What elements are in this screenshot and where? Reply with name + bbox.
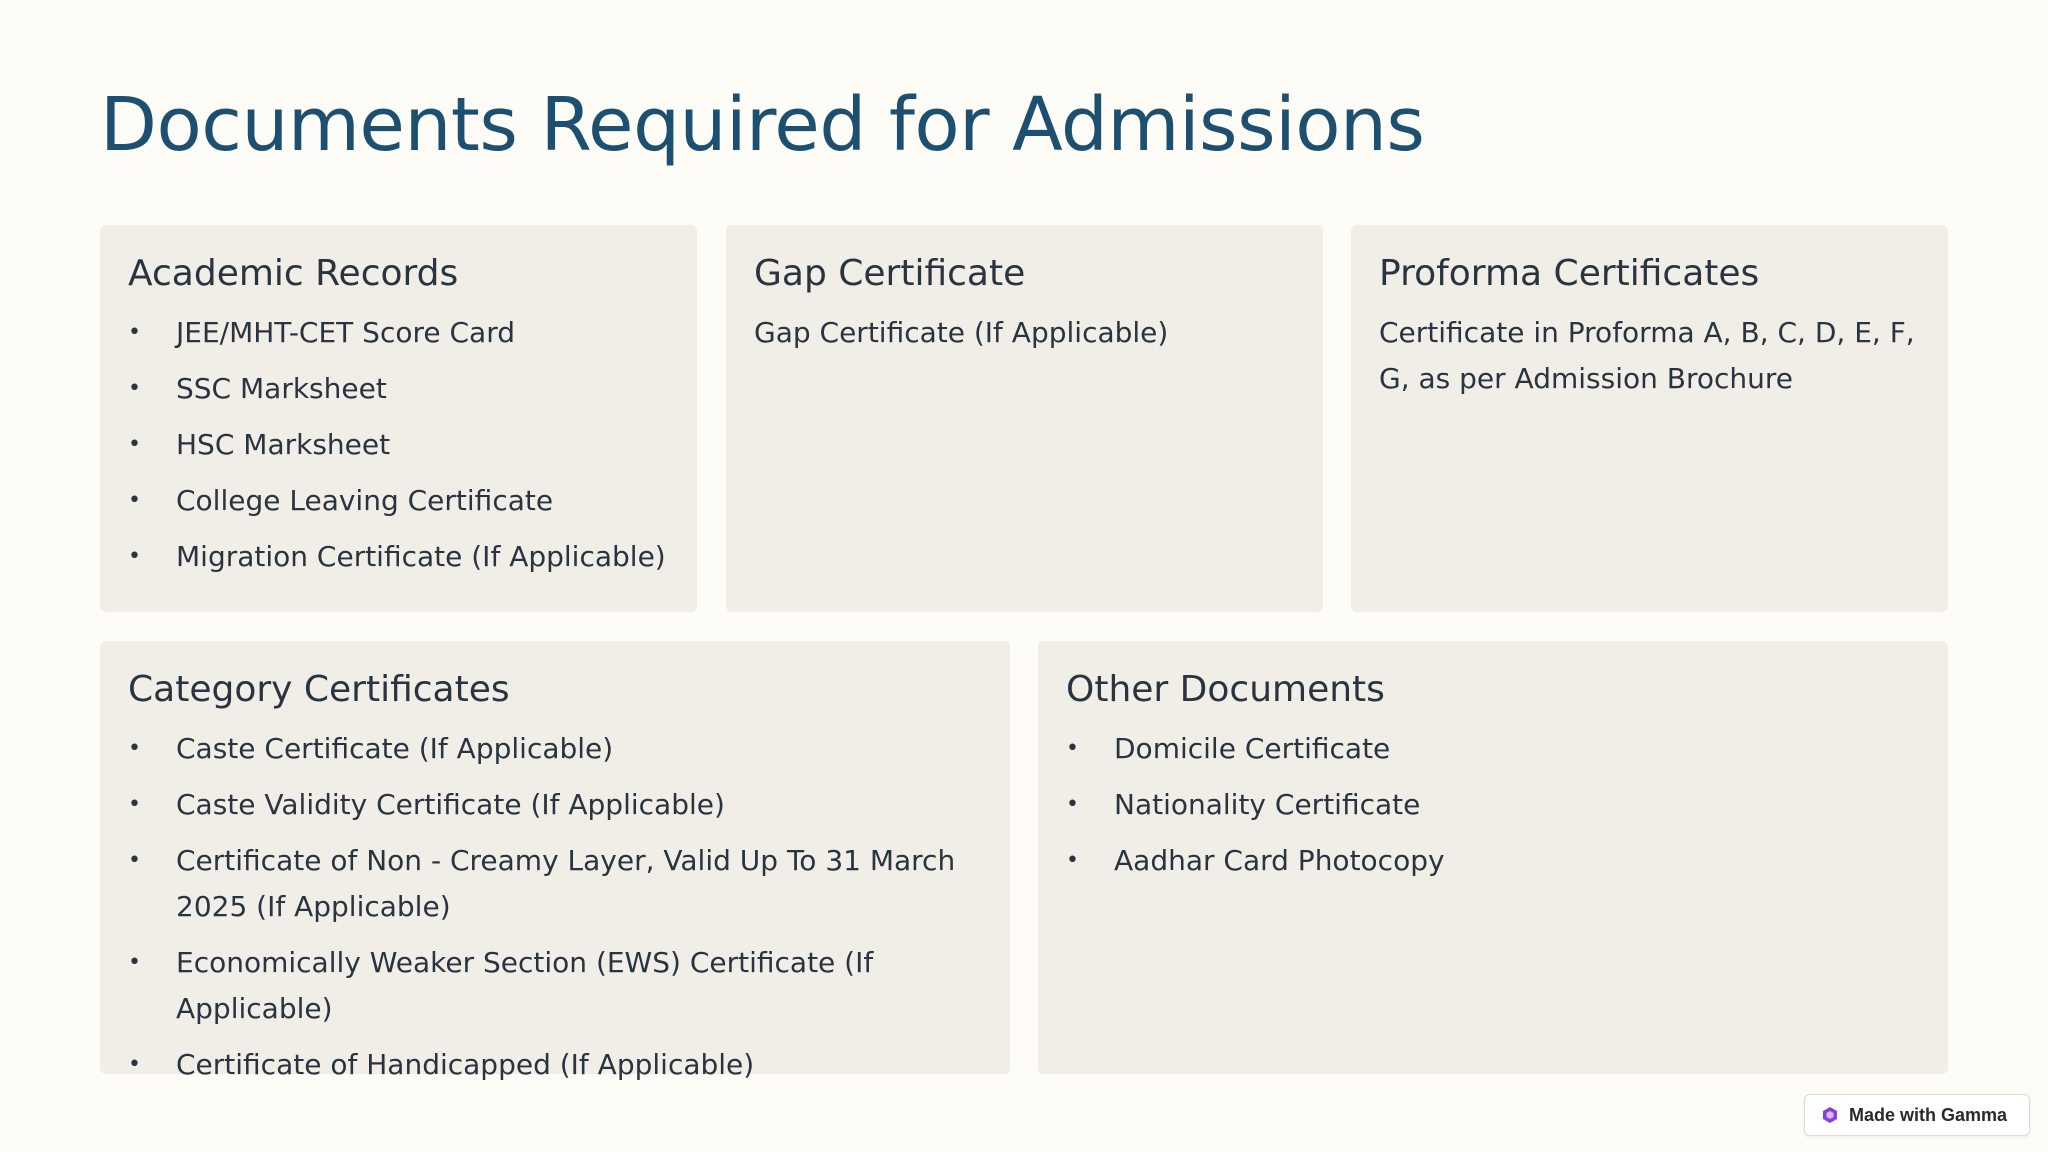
list-item: • Domicile Certificate: [1066, 726, 1920, 772]
bullet-icon: •: [128, 950, 141, 975]
page-title: Documents Required for Admissions: [100, 82, 1425, 168]
proforma-certificates-title: Proforma Certificates: [1379, 253, 1760, 294]
other-documents-card: [1038, 641, 1948, 1074]
bullet-icon: •: [1066, 792, 1079, 817]
proforma-certificates-card: [1351, 225, 1948, 612]
bullet-icon: •: [1066, 848, 1079, 873]
academic-records-card: [100, 225, 697, 612]
list-item: • Caste Certificate (If Applicable): [128, 726, 982, 772]
bullet-icon: •: [128, 488, 141, 513]
list-item: • JEE/MHT-CET Score Card: [128, 310, 669, 356]
gap-certificate-card: [726, 225, 1323, 612]
bullet-icon: •: [128, 544, 141, 569]
bullet-icon: •: [128, 848, 141, 873]
gap-certificate-title: Gap Certificate: [754, 253, 1026, 294]
bullet-icon: •: [128, 736, 141, 761]
bullet-icon: •: [128, 432, 141, 457]
list-item: • SSC Marksheet: [128, 366, 669, 412]
category-certificates-list: [128, 726, 982, 1088]
list-item: • Certificate of Handicapped (If Applicable): [128, 1042, 982, 1088]
list-item: • Aadhar Card Photocopy: [1066, 838, 1920, 884]
list-item: • Caste Validity Certificate (If Applicable): [128, 782, 982, 828]
proforma-certificates-text: Certificate in Proforma A, B, C, D, E, F, G, as per Admission Brochure: [1379, 316, 1915, 395]
bullet-icon: •: [1066, 736, 1079, 761]
academic-records-title: Academic Records: [128, 253, 459, 294]
badge-label: Made with Gamma: [1849, 1104, 2008, 1125]
other-documents-title: Other Documents: [1066, 669, 1385, 710]
academic-records-list: [128, 310, 669, 580]
bullet-icon: •: [128, 1052, 141, 1077]
list-item: • College Leaving Certificate: [128, 478, 669, 524]
gap-certificate-text: Gap Certificate (If Applicable): [754, 316, 1169, 349]
list-item: • HSC Marksheet: [128, 422, 669, 468]
gamma-logo-icon: [1821, 1106, 1839, 1124]
list-item: • Economically Weaker Section (EWS) Certificate (If Applicable): [128, 940, 982, 1032]
made-with-gamma-badge[interactable]: [1804, 1094, 2030, 1136]
category-certificates-title: Category Certificates: [128, 669, 510, 710]
bullet-icon: •: [128, 320, 141, 345]
list-item: • Certificate of Non - Creamy Layer, Valid Up To 31 March 2025 (If Applicable): [128, 838, 982, 930]
bullet-icon: •: [128, 792, 141, 817]
bullet-icon: •: [128, 376, 141, 401]
list-item: • Nationality Certificate: [1066, 782, 1920, 828]
list-item: • Migration Certificate (If Applicable): [128, 534, 669, 580]
other-documents-list: [1066, 726, 1920, 884]
category-certificates-card: [100, 641, 1010, 1081]
